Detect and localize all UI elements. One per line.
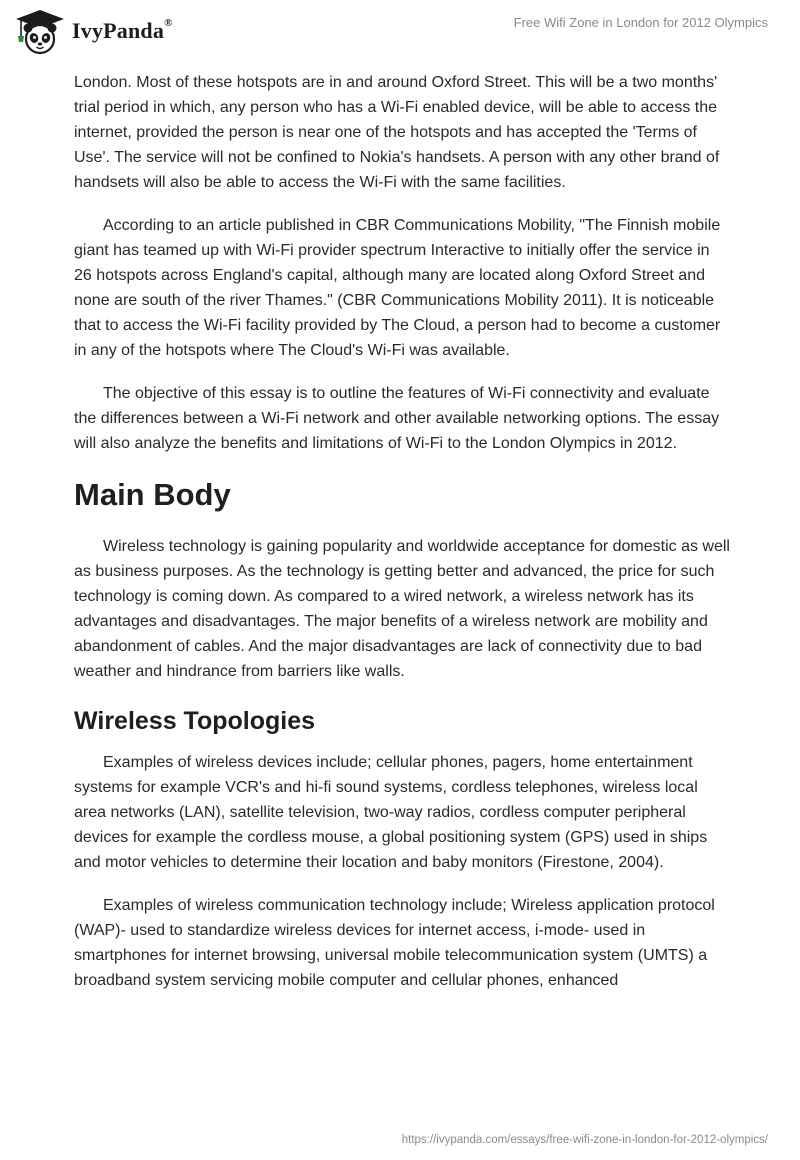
- heading-wireless-topologies: Wireless Topologies: [74, 707, 316, 735]
- document-title: Free Wifi Zone in London for 2012 Olympics: [513, 15, 768, 30]
- paragraph-intro-continued: London. Most of these hotspots are in and around Oxford Street. This will be a two months' trial period in which, any person who has a Wi-Fi enabled device, will be able to access the internet, provided the person is near one of the hotspots and has accepted the 'Terms of Use'. The service will not be confined to Nokia's handsets. A person with any other brand of handsets will also be able to access the Wi-Fi with the same facilities.: [74, 74, 720, 191]
- page-header: [0, 0, 800, 68]
- brand-logo[interactable]: [14, 8, 173, 56]
- registered-mark: ®: [164, 16, 173, 29]
- heading-main-body: Main Body: [74, 477, 231, 512]
- paragraph-wireless-communication: Examples of wireless communication technology include; Wireless application protocol (WAP)- used to standardize wireless devices for internet access, i-mode- used in smartphones for internet browsing, universal mobile telecommunication system (UMTS) a broadband system servicing mobile computer and cellular phones, enhanced: [74, 897, 715, 989]
- source-url[interactable]: https://ivypanda.com/essays/free-wifi-zone-in-london-for-2012-olympics/: [401, 1134, 768, 1146]
- paragraph-wireless-technology: Wireless technology is gaining popularity and worldwide acceptance for domestic as well as business purposes. As the technology is getting better and advanced, the price for such technology is coming down. As compared to a wired network, a wireless network has its advantages and disadvantages. The major benefits of a wireless network are mobility and abandonment of cables. And the major disadvantages are lack of connectivity due to bad weather and hindrance from barriers like walls.: [74, 538, 730, 680]
- paragraph-cbr-article: According to an article published in CBR Communications Mobility, "The Finnish mobile giant has teamed up with Wi-Fi provider spectrum Interactive to initially offer the service in 26 hotspots across England's capital, although many are located along Oxford Street and none are south of the river Thames." (CBR Communications Mobility 2011). It is noticeable that to access the Wi-Fi facility provided by The Cloud, a person had to become a customer in any of the hotspots where The Cloud's Wi-Fi was available.: [74, 217, 721, 359]
- paragraph-objective: The objective of this essay is to outline the features of Wi-Fi connectivity and evaluate the differences between a Wi-Fi network and other available networking options. The essay will also analyze the benefits and limitations of Wi-Fi to the London Olympics in 2012.: [74, 385, 720, 452]
- brand-name: IvyPanda®: [72, 16, 173, 43]
- panda-graduate-icon: [14, 8, 66, 56]
- paragraph-wireless-devices: Examples of wireless devices include; cellular phones, pagers, home entertainment systems for example VCR's and hi-fi sound systems, cordless telephones, wireless local area networks (LAN), satellite television, two-way radios, cordless computer peripheral devices for example the cordless mouse, a global positioning system (GPS) used in ships and motor vehicles to determine their location and baby monitors (Firestone, 2004).: [74, 754, 708, 871]
- essay-content: [74, 70, 730, 1011]
